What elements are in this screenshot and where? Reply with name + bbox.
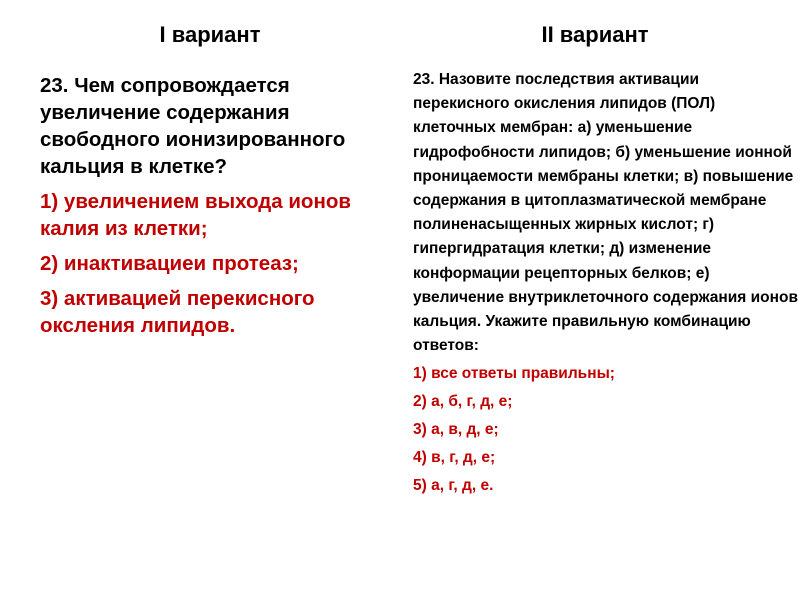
variant-2-block xyxy=(413,68,798,502)
variant-1-question: 23. Чем сопровождается увеличение содержания свободного ионизированного кальция в клетке? xyxy=(40,74,346,178)
variant-2-title: II вариант xyxy=(541,22,649,47)
variant-1-answer-1: 1) увеличением выхода ионов калия из клетки; xyxy=(40,190,351,240)
variant-2-answer-3: 3) а, в, д, е; xyxy=(413,421,499,439)
variant-1-answer-2: 2) инактивациеи протеаз; xyxy=(40,252,299,275)
variant-2-answer-1: 1) все ответы правильны; xyxy=(413,365,615,383)
variant-2-answer-5: 5) а, г, д, е. xyxy=(413,477,494,495)
variant-1-block xyxy=(40,72,385,347)
variant-2-answer-2: 2) а, б, г, д, е; xyxy=(413,393,513,411)
variant-1-title: I вариант xyxy=(159,22,261,47)
variant-2-question: 23. Назовите последствия активации перекисного окисления липидов (ПОЛ) клеточных мембран: а) уменьшение гидрофобности липидов; б) уменьшение ионной проницаемости мембраны клетки; в) повышение содержания в цитоплазматической мембране полиненасыщенных жирных кислот; г) гипергидратация клетки; д) изменение конформации рецепторных белков; е) увеличение внутриклеточного содержания ионов кальция. Укажите правильную комбинацию ответов: xyxy=(413,71,798,355)
variant-1-answer-3: 3) активацией перекисного оксления липидов. xyxy=(40,287,315,337)
variant-2-answer-4: 4) в, г, д, е; xyxy=(413,449,496,467)
